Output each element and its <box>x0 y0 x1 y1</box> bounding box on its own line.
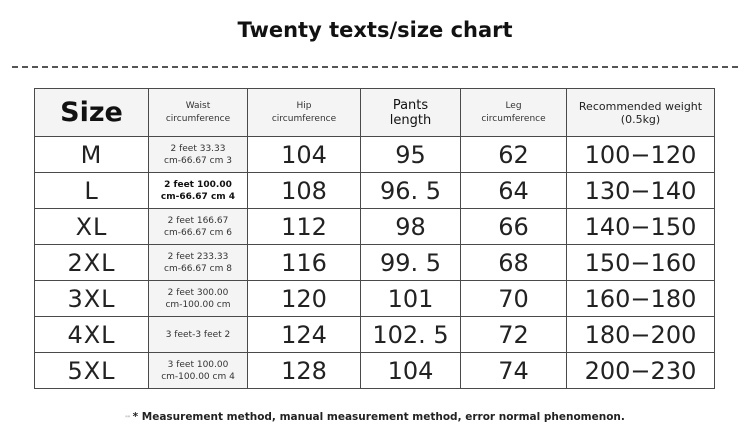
hip-cell: 112 <box>248 209 361 245</box>
header-waist: Waist circumference <box>149 89 248 137</box>
leg-cell: 64 <box>461 173 567 209</box>
size-cell: M <box>35 137 149 173</box>
table-row <box>35 209 715 245</box>
hip-cell: 120 <box>248 281 361 317</box>
leg-cell: 68 <box>461 245 567 281</box>
pants-cell: 96. 5 <box>361 173 461 209</box>
weight-cell: 160−180 <box>567 281 715 317</box>
size-cell: 5XL <box>35 353 149 389</box>
header-leg: Leg circumference <box>461 89 567 137</box>
weight-cell: 140−150 <box>567 209 715 245</box>
header-hip: Hip circumference <box>248 89 361 137</box>
size-cell: 2XL <box>35 245 149 281</box>
hip-cell: 104 <box>248 137 361 173</box>
footnote-text: * Measurement method, manual measurement method, error normal phenomenon. <box>132 411 625 423</box>
leg-cell: 72 <box>461 317 567 353</box>
waist-cell: 2 feet 100.00 cm-66.67 cm 4 <box>149 173 248 209</box>
page-title: Twenty texts/size chart <box>237 18 513 42</box>
leg-cell: 62 <box>461 137 567 173</box>
pants-cell: 101 <box>361 281 461 317</box>
dashed-divider <box>12 66 738 68</box>
size-cell: 3XL <box>35 281 149 317</box>
table-row <box>35 317 715 353</box>
table-row <box>35 137 715 173</box>
weight-cell: 180−200 <box>567 317 715 353</box>
size-cell: 4XL <box>35 317 149 353</box>
hip-cell: 108 <box>248 173 361 209</box>
table-header-row <box>35 89 715 137</box>
table-row <box>35 173 715 209</box>
pants-cell: 99. 5 <box>361 245 461 281</box>
table-row <box>35 353 715 389</box>
pants-cell: 95 <box>361 137 461 173</box>
waist-cell: 2 feet 300.00 cm-100.00 cm <box>149 281 248 317</box>
size-cell: L <box>35 173 149 209</box>
hip-cell: 128 <box>248 353 361 389</box>
hip-cell: 124 <box>248 317 361 353</box>
pants-cell: 98 <box>361 209 461 245</box>
weight-cell: 150−160 <box>567 245 715 281</box>
footnote-prefix: "" <box>125 415 131 422</box>
weight-cell: 200−230 <box>567 353 715 389</box>
footnote <box>0 411 750 423</box>
size-cell: XL <box>35 209 149 245</box>
header-size: Size <box>35 89 149 137</box>
waist-cell: 3 feet-3 feet 2 <box>149 317 248 353</box>
pants-cell: 104 <box>361 353 461 389</box>
weight-cell: 130−140 <box>567 173 715 209</box>
leg-cell: 66 <box>461 209 567 245</box>
header-weight: Recommended weight (0.5kg) <box>567 89 715 137</box>
waist-cell: 3 feet 100.00 cm-100.00 cm 4 <box>149 353 248 389</box>
waist-cell: 2 feet 33.33 cm-66.67 cm 3 <box>149 137 248 173</box>
hip-cell: 116 <box>248 245 361 281</box>
waist-cell: 2 feet 233.33 cm-66.67 cm 8 <box>149 245 248 281</box>
table-row <box>35 245 715 281</box>
size-chart-table <box>34 88 715 389</box>
leg-cell: 70 <box>461 281 567 317</box>
header-pants-length: Pants length <box>361 89 461 137</box>
table-row <box>35 281 715 317</box>
weight-cell: 100−120 <box>567 137 715 173</box>
waist-cell: 2 feet 166.67 cm-66.67 cm 6 <box>149 209 248 245</box>
pants-cell: 102. 5 <box>361 317 461 353</box>
leg-cell: 74 <box>461 353 567 389</box>
